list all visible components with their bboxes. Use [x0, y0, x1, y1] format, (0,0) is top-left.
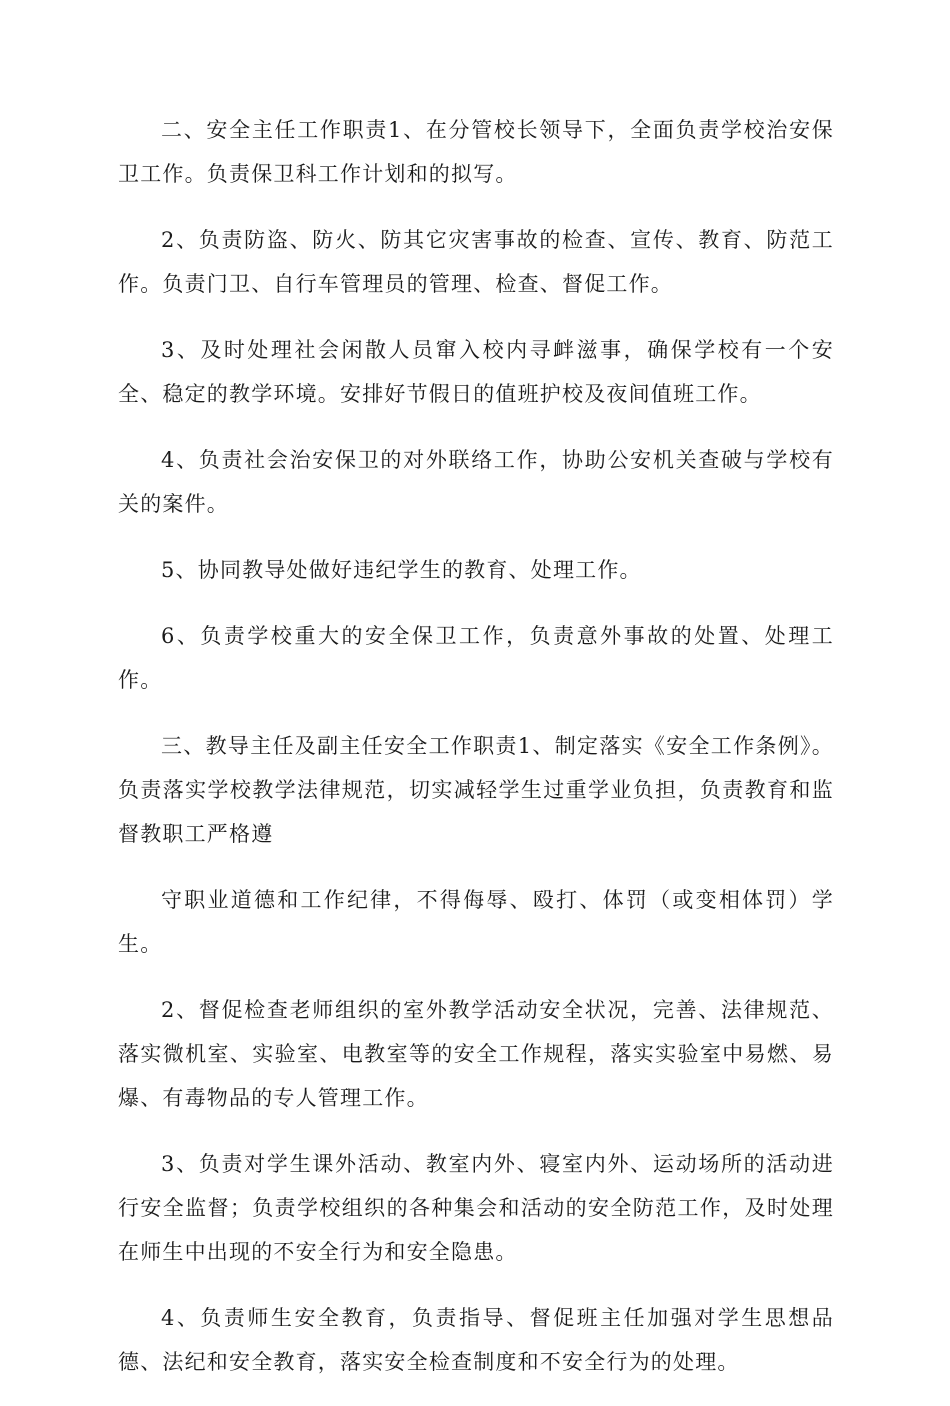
paragraph-2: 2、负责防盗、防火、防其它灾害事故的检查、宣传、教育、防范工作。负责门卫、自行车管理员的管理、检查、督促工作。: [118, 228, 834, 296]
paragraph-10: 3、负责对学生课外活动、教室内外、寝室内外、运动场所的活动进行安全监督；负责学校组织的各种集会和活动的安全防范工作，及时处理在师生中出现的不安全行为和安全隐患。: [118, 1152, 834, 1264]
paragraph-7: 三、教导主任及副主任安全工作职责1、制定落实《安全工作条例》。负责落实学校教学法律规范，切实减轻学生过重学业负担，负责教育和监督教职工严格遵: [118, 734, 834, 846]
paragraph-11: 4、负责师生安全教育，负责指导、督促班主任加强对学生思想品德、法纪和安全教育，落实安全检查制度和不安全行为的处理。: [118, 1306, 834, 1374]
document-body: [118, 108, 834, 1406]
paragraph-8: 守职业道德和工作纪律，不得侮辱、殴打、体罚（或变相体罚）学生。: [118, 888, 834, 956]
paragraph-6: 6、负责学校重大的安全保卫工作，负责意外事故的处置、处理工作。: [118, 624, 834, 692]
paragraph-1: 二、安全主任工作职责1、在分管校长领导下，全面负责学校治安保卫工作。负责保卫科工作计划和的拟写。: [118, 118, 834, 186]
paragraph-4: 4、负责社会治安保卫的对外联络工作，协助公安机关查破与学校有关的案件。: [118, 448, 834, 516]
paragraph-9: 2、督促检查老师组织的室外教学活动安全状况，完善、法律规范、落实微机室、实验室、电教室等的安全工作规程，落实实验室中易燃、易爆、有毒物品的专人管理工作。: [118, 998, 834, 1110]
paragraph-5: 5、协同教导处做好违纪学生的教育、处理工作。: [161, 558, 642, 582]
paragraph-3: 3、及时处理社会闲散人员窜入校内寻衅滋事，确保学校有一个安全、稳定的教学环境。安排好节假日的值班护校及夜间值班工作。: [118, 338, 834, 406]
